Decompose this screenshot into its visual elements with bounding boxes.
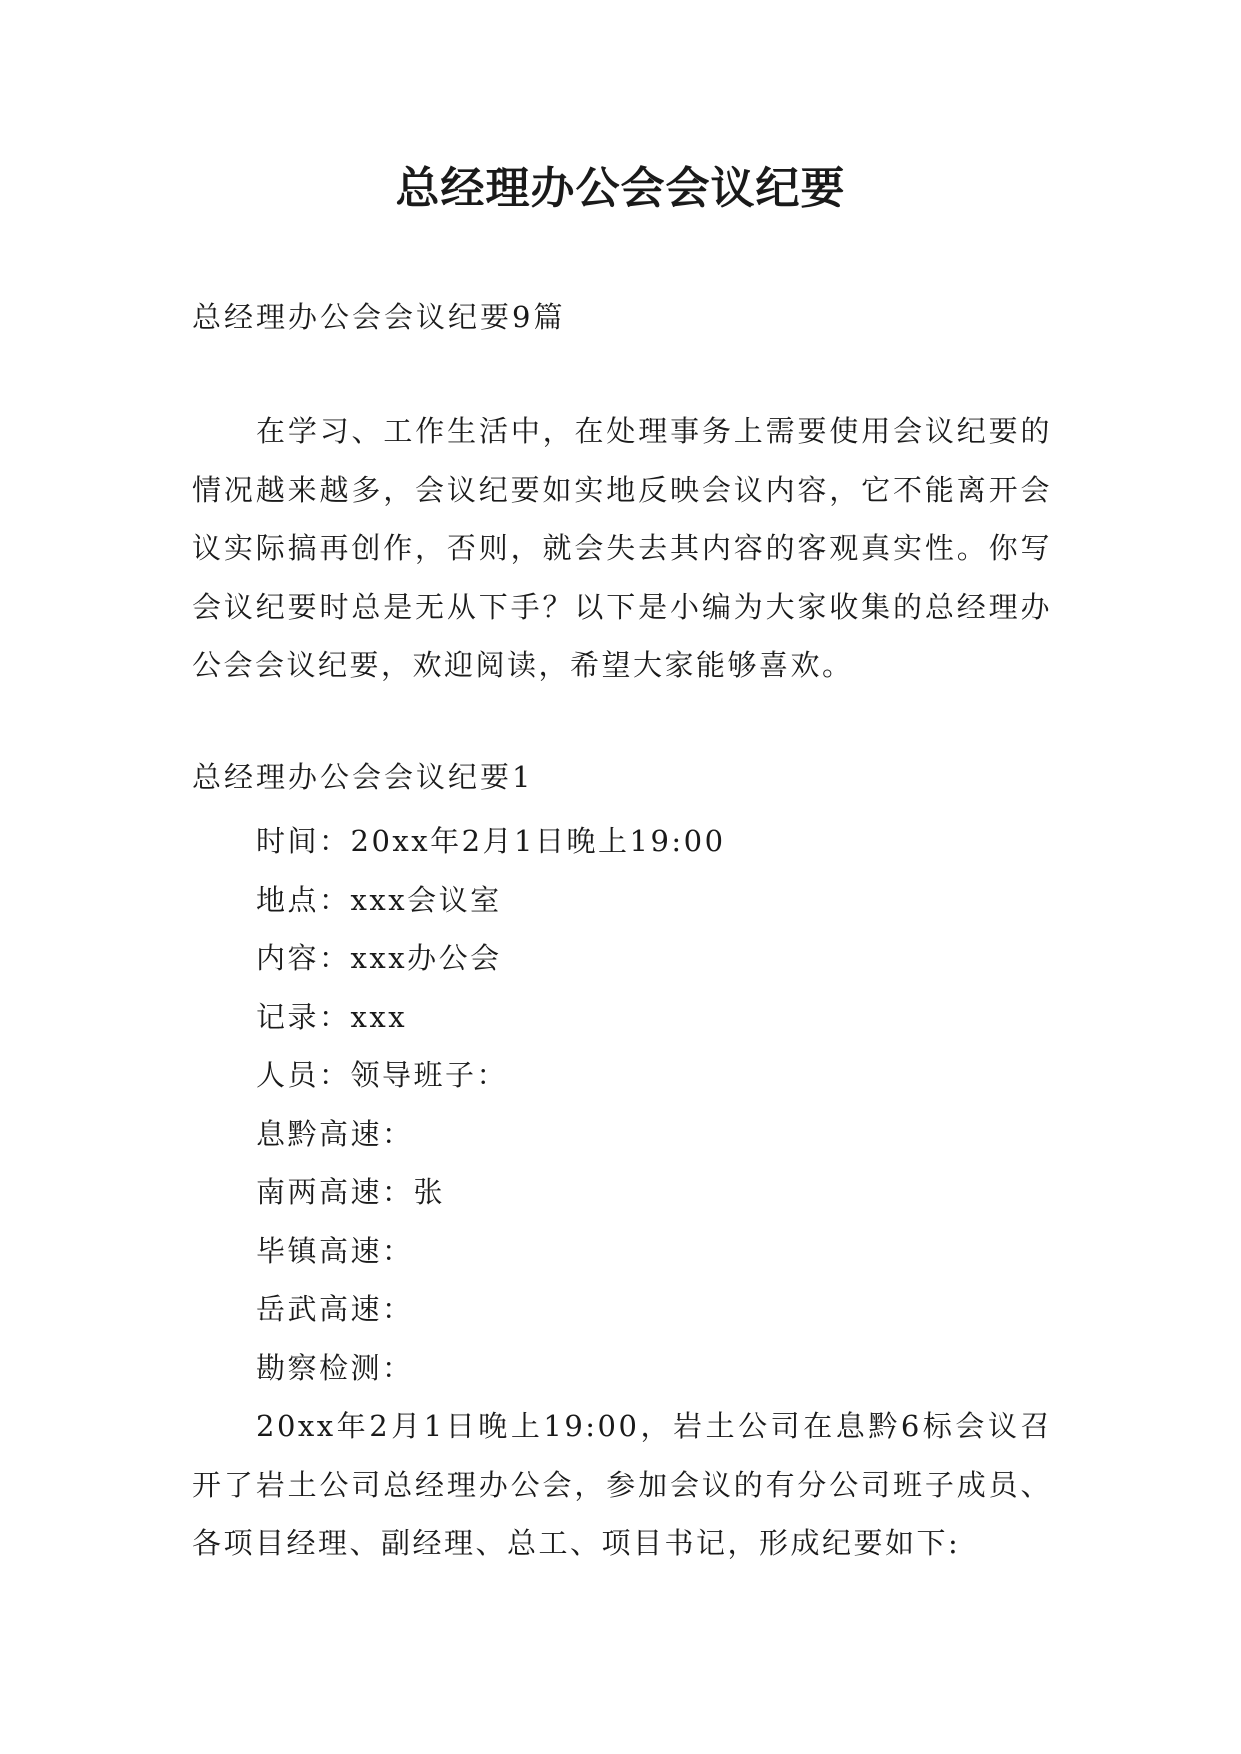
field-nanliang-highway: 南两高速：张	[256, 1175, 446, 1209]
intro-paragraph: 在学习、工作生活中，在处理事务上需要使用会议纪要的情况越来越多，会议纪要如实地反映会议内容，它不能离开会议实际搞再创作，否则，就会失去其内容的客观真实性。你写会议纪要时总是无从下手？以下是小编为大家收集的总经理办公会会议纪要，欢迎阅读，希望大家能够喜欢。	[192, 414, 1052, 682]
field-survey-testing: 勘察检测：	[256, 1350, 414, 1385]
field-location: 地点：xxx会议室	[256, 882, 502, 917]
field-content: 内容：xxx办公会	[256, 941, 502, 975]
field-yuewu-highway: 岳武高速：	[256, 1292, 414, 1326]
meeting-info-list	[256, 812, 726, 1397]
field-recorder: 记录：xxx	[256, 999, 408, 1034]
field-time: 时间：20xx年2月1日晚上19:00	[256, 824, 726, 858]
field-xiqian-highway: 息黔高速：	[256, 1116, 414, 1151]
field-bizhen-highway: 毕镇高速：	[256, 1233, 414, 1268]
body-paragraph: 20xx年2月1日晚上19:00，岩土公司在息黔6标会议召开了岩土公司总经理办公会，参加会议的有分公司班子成员、各项目经理、副经理、总工、项目书记，形成纪要如下:	[192, 1409, 1052, 1560]
field-attendees: 人员：领导班子：	[256, 1058, 509, 1092]
section-title: 总经理办公会会议纪要1	[192, 760, 534, 794]
document-title: 总经理办公会会议纪要	[395, 163, 846, 214]
document-subtitle: 总经理办公会会议纪要9篇	[192, 300, 566, 334]
